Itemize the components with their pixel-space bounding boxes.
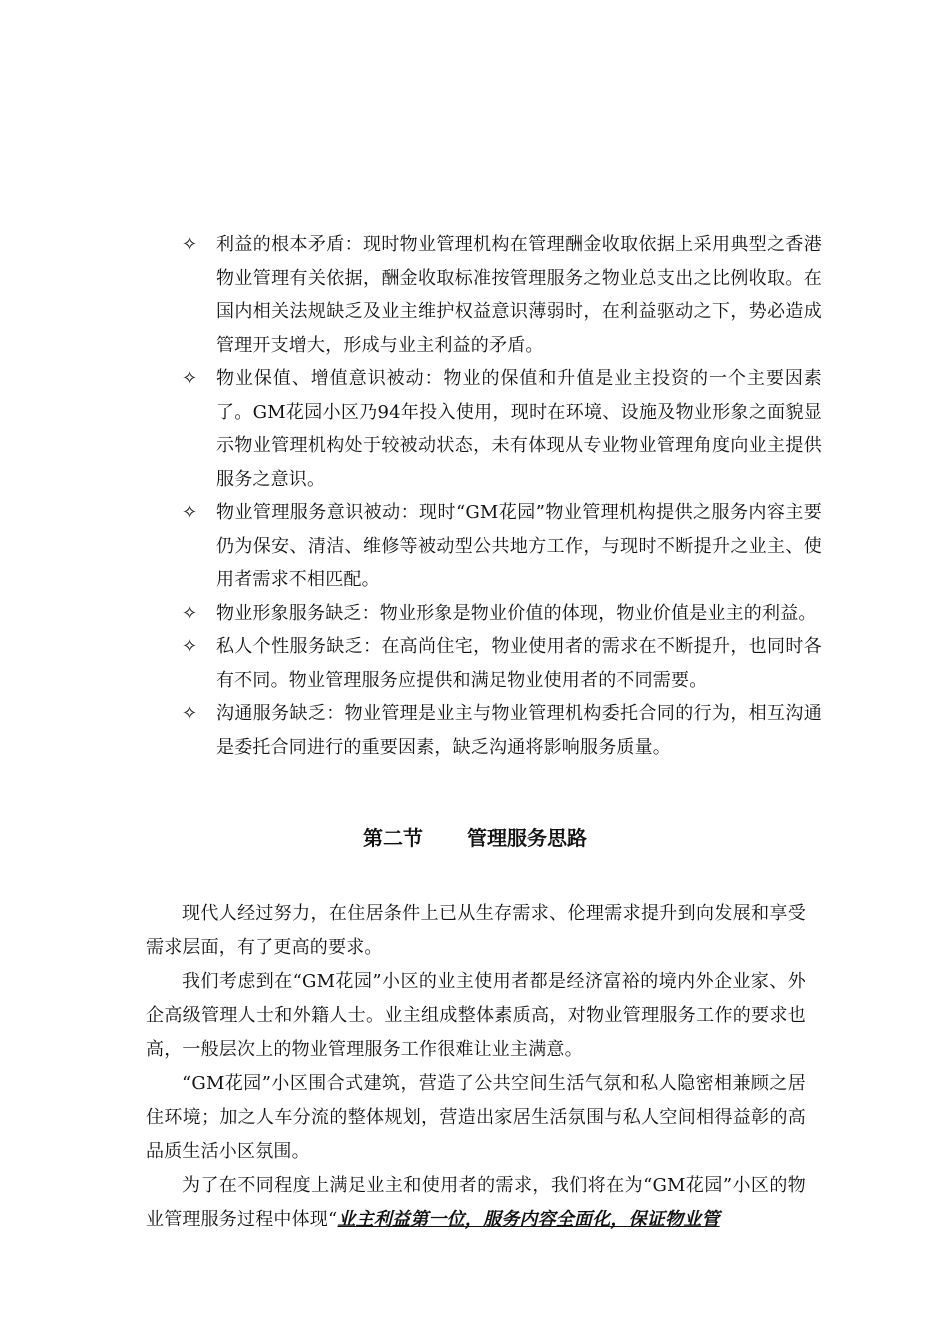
bullet-text: 物业保值、增值意识被动：物业的保值和升值是业主投资的一个主要因素了。GM花园小区乃94年投入使用，现时在环境、设施及物业形象之面貌显示物业管理机构处于较被动状态，未有体现从专业物业管理角度向业主提供服务之意识。 bbox=[216, 368, 822, 490]
paragraph: “GM花园”小区围合式建筑，营造了公共空间生活气氛和私人隐密相兼顾之居住环境；加之人车分流的整体规划，营造出家居生活氛围与私人空间相得益彰的高品质生活小区氛围。 bbox=[146, 1073, 806, 1162]
bullet-item bbox=[182, 697, 822, 764]
diamond-bullet-icon: ✧ bbox=[182, 703, 198, 724]
section-number: 第二节 bbox=[363, 826, 423, 850]
diamond-bullet-icon: ✧ bbox=[182, 234, 198, 255]
bullet-text: 沟通服务缺乏：物业管理是业主与物业管理机构委托合同的行为，相互沟通是委托合同进行的重要因素，缺乏沟通将影响服务质量。 bbox=[216, 703, 822, 758]
bullet-item bbox=[182, 630, 822, 697]
bullet-item bbox=[182, 597, 822, 631]
emphasized-text: 业主利益第一位，服务内容全面化，保证物业管 bbox=[337, 1209, 720, 1230]
bullet-text: 利益的根本矛盾：现时物业管理机构在管理酬金收取依据上采用典型之香港物业管理有关依据，酬金收取标准按管理服务之物业总支出之比例收取。在国内相关法规缺乏及业主维护权益意识薄弱时，在利益驱动之下，势必造成管理开支增大，形成与业主利益的矛盾。 bbox=[216, 234, 822, 356]
bullet-item bbox=[182, 228, 822, 362]
diamond-bullet-icon: ✧ bbox=[182, 368, 198, 389]
bullet-text: 私人个性服务缺乏：在高尚住宅，物业使用者的需求在不断提升，也同时各有不同。物业管理服务应提供和满足物业使用者的不同需要。 bbox=[216, 636, 822, 691]
paragraph-text: 为了在不同程度上满足业主和使用者的需求，我们将在为“GM花园”小区的物业管理服务过程中体现“ bbox=[146, 1175, 806, 1230]
bullet-item bbox=[182, 496, 822, 597]
diamond-bullet-icon: ✧ bbox=[182, 636, 198, 657]
bullet-item bbox=[182, 362, 822, 496]
paragraph: 我们考虑到在“GM花园”小区的业主使用者都是经济富裕的境内外企业家、外企高级管理人士和外籍人士。业主组成整体素质高，对物业管理服务工作的要求也高，一般层次上的物业管理服务工作很难让业主满意。 bbox=[146, 971, 806, 1060]
bullet-text: 物业形象服务缺乏：物业形象是物业价值的体现，物业价值是业主的利益。 bbox=[216, 602, 817, 624]
bullet-list bbox=[182, 228, 822, 764]
paragraph: 现代人经过努力，在住居条件上已从生存需求、伦理需求提升到向发展和享受需求层面，有了更高的要求。 bbox=[146, 903, 806, 958]
body-text bbox=[146, 897, 806, 1237]
diamond-bullet-icon: ✧ bbox=[182, 502, 198, 523]
paragraph bbox=[146, 1169, 806, 1237]
bullet-text: 物业管理服务意识被动：现时“GM花园”物业管理机构提供之服务内容主要仍为保安、清洁、维修等被动型公共地方工作，与现时不断提升之业主、使用者需求不相匹配。 bbox=[216, 502, 822, 590]
section-title: 管理服务思路 bbox=[467, 826, 587, 850]
section-heading bbox=[0, 820, 950, 856]
diamond-bullet-icon: ✧ bbox=[182, 602, 198, 624]
